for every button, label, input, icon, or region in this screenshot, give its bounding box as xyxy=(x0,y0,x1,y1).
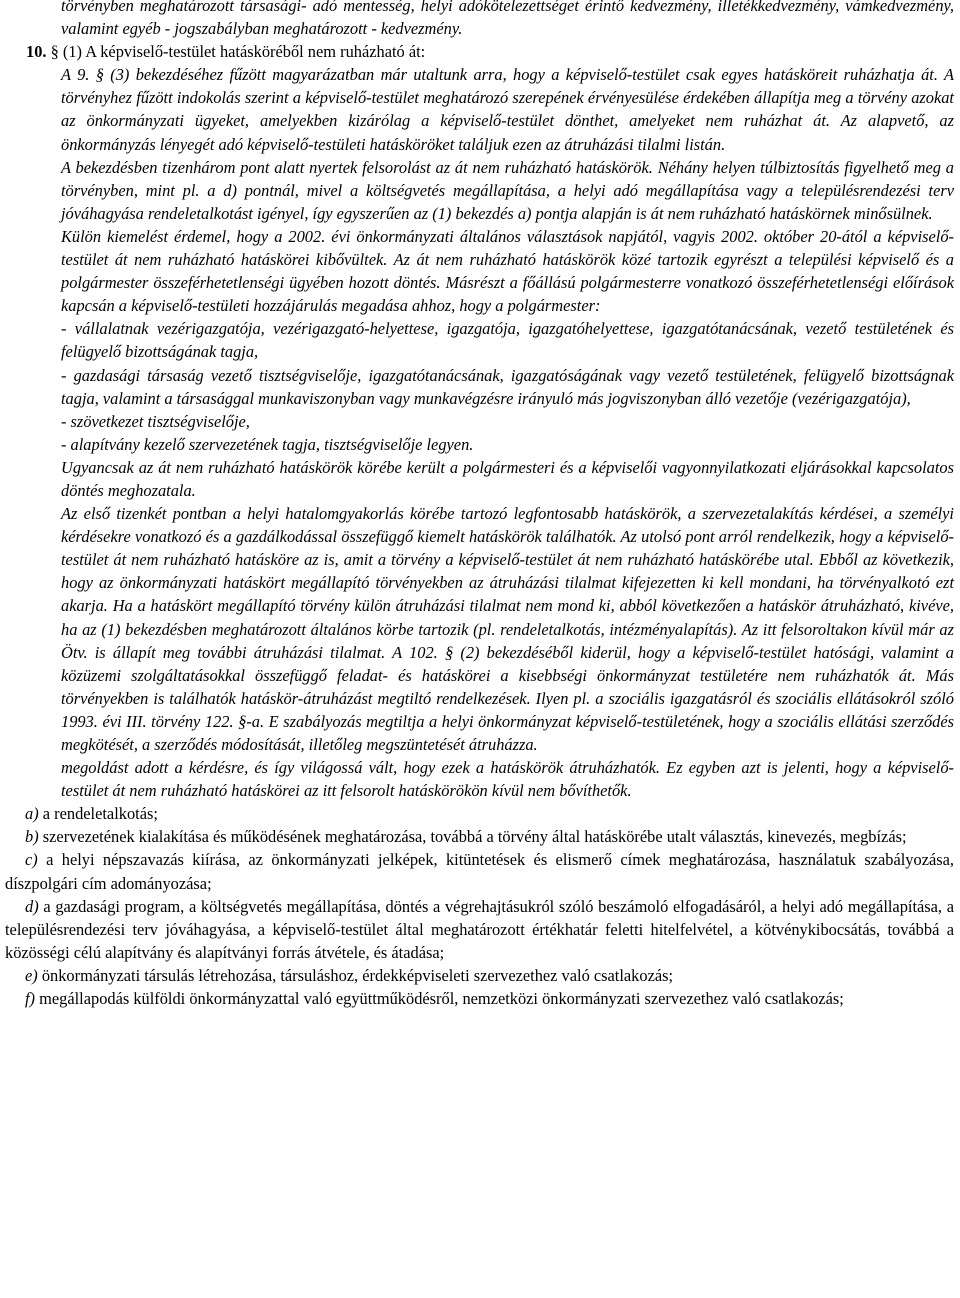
section-number: 10. xyxy=(26,42,47,62)
commentary-paragraph-4: Ugyancsak az át nem ruházható hatáskörök körébe került a polgármesteri és a képviselői vagyonnyilatkozati eljárásokkal kapcsolatos döntés meghozatala. xyxy=(61,457,954,500)
commentary-paragraph-3: Külön kiemelést érdemel, hogy a 2002. évi önkormányzati általános választások napjától, vagyis 2002. október 20-ától a képviselő-testület át nem ruházható hatáskörei kibővültek. Az át nem ruházható hatáskörök közé tartozik egyrészt a települési képviselő és a polgármester összeférhetetlenségi ügyében hozott döntés. Másrészt a főállású polgármesterre vonatkozó összeférhetetlenségi előírások kapcsán a képviselő-testületi hozzájárulás megadása ahhoz, hogy a polgármester: xyxy=(61,226,954,316)
provision-item-f xyxy=(0,987,960,1010)
intro-paragraph: törvényben meghatározott társasági- adó mentesség, helyi adókötelezettséget érintő kedvezmény, illetékkedvezmény, vámkedvezmény, valamint egyéb - jogszabályban meghatározott - kedvezmény. xyxy=(61,0,954,39)
provision-label: d) xyxy=(25,896,39,916)
provision-label: a) xyxy=(25,804,39,824)
provision-item-a xyxy=(0,802,960,825)
provision-item-e xyxy=(0,964,960,987)
provision-label: e) xyxy=(25,965,38,985)
provision-text: szervezetének kialakítása és működésének meghatározása, továbbá a törvény által hatáskörébe utalt választás, kinevezés, megbízás; xyxy=(42,827,907,847)
commentary-paragraph-2: A bekezdésben tizenhárom pont alatt nyertek felsorolást az át nem ruházható hatáskörök. Néhány helyen túlbiztosítás figyelhető meg a törvényben, mint pl. a d) pontnál, mivel a költségvetés megállapítása, a helyi adó megállapítása vagy a településrendezési terv jóváhagyása rendeletalkotást igényel, így egyszerűen az (1) bekezdés a) pontja alapján is át nem ruházható hatáskörnek minősülnek. xyxy=(61,157,954,223)
provision-label: f) xyxy=(25,989,36,1009)
provision-text: a helyi népszavazás kiírása, az önkormányzati jelképek, kitüntetések és elismerő címek meghatározása, használatuk szabályozása, díszpolgári cím adományozása; xyxy=(5,850,954,893)
commentary-dash-item-4: - alapítvány kezelő szervezetének tagja, tisztségviselője legyen. xyxy=(61,434,474,454)
section-title: § (1) A képviselő-testület hatásköréből nem ruházható át: xyxy=(50,42,426,62)
commentary-dash-item-2: - gazdasági társaság vezető tisztségviselője, igazgatótanácsának, igazgatóságának vagy vezető testületének, felügyelő bizottságnak tagja, valamint a társasággal munkaviszonyban vagy munkavégzésre irányuló más jogviszonyban álló vezetője (vezérigazgatója), xyxy=(61,365,954,408)
commentary-paragraph-6: megoldást adott a kérdésre, és így világossá vált, hogy ezek a hatáskörök átruházhatók. Ez egyben azt is jelenti, hogy a képviselő-testület át nem ruházható hatáskörei az itt felsorolt hatáskörökön kívül nem bővíthetők. xyxy=(61,758,954,801)
provision-item-b xyxy=(0,825,960,848)
commentary-dash-item-1: - vállalatnak vezérigazgatója, vezérigazgató-helyettese, igazgatója, igazgatóhelyettese, igazgatótanácsának, vezető testületének és felügyelő bizottságának tagja, xyxy=(61,319,954,362)
section-heading xyxy=(0,40,960,63)
provision-text: a rendeletalkotás; xyxy=(42,804,158,824)
commentary-paragraph-1: A 9. § (3) bekezdéséhez fűzött magyarázatban már utaltunk arra, hogy a képviselő-testület csak egyes hatásköreit ruházhatja át. A törvényhez fűzött indokolás szerint a képviselő-testület meghatározó szerepének érvényesülése érdekében állapítja meg a törvény azokat az önkormányzati ügyeket, amelyekben kizárólag a képviselő-testület dönthet, amelyeket nem ruházhat át. Az alapvető, az önkormányzás lényegét adó képviselő-testületi hatásköröket találjuk ezen az átruházási tilalmi listán. xyxy=(61,65,954,154)
provision-text: önkormányzati társulás létrehozása, társuláshoz, érdekképviseleti szervezethez való csatlakozás; xyxy=(41,965,674,985)
provision-item-d xyxy=(0,895,960,964)
commentary-dash-item-3: - szövetkezet tisztségviselője, xyxy=(61,411,250,431)
provision-text: megállapodás külföldi önkormányzattal való együttműködésről, nemzetközi önkormányzati szervezethez való csatlakozás; xyxy=(39,989,844,1009)
commentary-paragraph-5: Az első tizenkét pontban a helyi hatalomgyakorlás körébe tartozó legfontosabb hatáskörök, a szervezetalakítás kérdései, a személyi kérdésekre vonatkozó és a gazdálkodással összefüggő kiemelt hatáskörök találhatók. Az utolsó pont arról rendelkezik, hogy a képviselő-testület át nem ruházható hatásköre az is, amit a törvény a képviselő-testület át nem ruházható hatáskörébe utal. Ebből az következik, hogy az önkormányzati hatáskört megállapító törvényekben az átruházási tilalmat kifejezetten ki kell mondani, ha törvényalkotó ezt akarja. Ha a hatáskört megállapító törvény külön átruházási tilalmat nem mond ki, abból következően a hatáskör átruházható, kivéve, ha az (1) bekezdésben meghatározott általános körbe tartozik (pl. rendeletalkotás, intézményalapítás). Az itt felsoroltakon kívül már az Ötv. is állapít meg további átruházási tilalmat. A 102. § (2) bekezdéséből kiderül, hogy a képviselő-testület hatósági, valamint a közüzemi szolgáltatásokkal összefüggő feladat- és hatáskörei a kisebbségi önkormányzat testületére nem ruházhatók át. Más törvényekben is találhatók hatáskör-átruházást megtiltó rendelkezések. Ilyen pl. a szociális igazgatásról és szociális ellátásokról szóló 1993. évi III. törvény 122. §-a. E szabályozás megtiltja a helyi önkormányzat képviselő-testületének, hogy a szociális ellátási szerződés megkötését, a szerződés módosítását, illetőleg megszüntetését átruházza. xyxy=(61,504,954,754)
commentary xyxy=(0,63,960,802)
provision-item-c xyxy=(0,848,960,894)
provision-text: a gazdasági program, a költségvetés megállapítása, döntés a végrehajtásukról szóló beszámoló elfogadásáról, a helyi adó megállapítása, a településrendezési terv jóváhagyása, a képviselő-testület által meghatározott értékhatár feletti hitelfelvétel, a kötvénykibocsátás, továbbá a közösségi célú alapítvány és alapítványi forrás átvétele, és átadása; xyxy=(5,896,954,962)
provision-label: b) xyxy=(25,827,39,847)
provision-label: c) xyxy=(25,850,38,870)
provision-list xyxy=(0,802,960,1010)
